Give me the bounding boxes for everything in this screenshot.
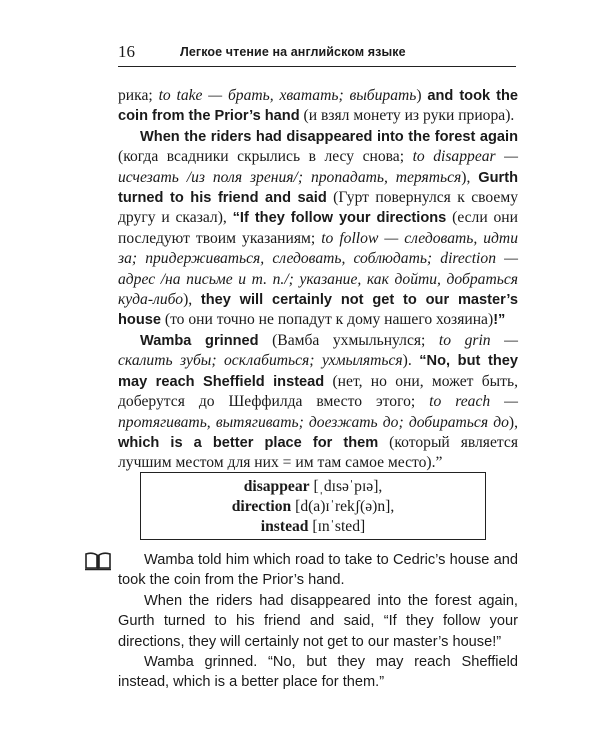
english-phrase: !” xyxy=(493,312,506,329)
vocab-gloss: to disappear — исчезать /из поля зрения/; пропадать, теряться xyxy=(118,148,518,186)
english-phrase: “No, but they may reach Sheffield instead xyxy=(118,353,518,390)
pronunciation-line xyxy=(141,517,485,537)
vocab-gloss: to grin — скалить зубы; осклабиться; ухмыляться xyxy=(118,331,518,370)
translation-text: ). xyxy=(402,352,420,370)
open-book-icon xyxy=(84,551,112,571)
english-phrase: “If they follow your directions xyxy=(232,210,447,227)
english-phrase: and took the coin from the Prior’s hand xyxy=(118,88,518,125)
translation-text: ), xyxy=(461,168,479,186)
annotated-text xyxy=(118,86,518,474)
pronunciation-box xyxy=(140,472,486,540)
pronunciation-line xyxy=(141,497,485,517)
translation-text: (когда всадники скрылись в лесу снова; xyxy=(118,148,413,166)
translation-text: (Вамба ухмыльнулся; xyxy=(258,331,439,349)
translation-text: ) xyxy=(416,87,428,104)
english-phrase: When the riders had disappeared into the forest again xyxy=(140,128,518,145)
english-phrase: Wamba grinned xyxy=(140,332,259,349)
vocab-word: instead xyxy=(260,518,309,535)
translation-text: ), xyxy=(183,291,201,309)
vocab-ipa: [d(a)ɪˈrekʃ(ə)n], xyxy=(295,498,395,515)
vocab-gloss: to reach — протягивать, вытягивать; доезжать до; добираться до xyxy=(118,393,519,431)
original-paragraph-2: When the riders had disappeared into the forest again, Gurth turned to his friend and said, “If they follow your directions, they will certainly not get to our master’s house!” xyxy=(118,592,518,650)
annotated-paragraph-2 xyxy=(118,127,518,331)
vocab-gloss: to take — брать, хватать; выбирать xyxy=(158,87,417,104)
vocab-ipa: [ɪnˈsted] xyxy=(312,518,366,535)
vocab-word: disappear xyxy=(243,478,310,495)
translation-text: (Гурт повернулся к своему другу и сказал), xyxy=(118,189,519,227)
english-phrase: which is a better place for them xyxy=(118,434,379,451)
original-paragraph-3: Wamba grinned. “No, but they may reach Sheffield instead, which is a better place for them.” xyxy=(118,654,518,691)
original-paragraph-1: Wamba told him which road to take to Cedric’s house and took the coin from the Prior’s hand. xyxy=(118,552,518,589)
translation-text: (и взял монету из руки приора). xyxy=(299,107,515,125)
original-text xyxy=(118,550,518,693)
translation-text: рика; xyxy=(118,87,159,104)
translation-text: (который является лучшим местом для них = им там самое место).” xyxy=(118,433,518,472)
translation-text: ), xyxy=(508,413,518,431)
vocab-ipa: [ˌdɪsəˈpɪə], xyxy=(313,478,383,495)
english-phrase: Gurth turned to his friend and said xyxy=(118,169,518,207)
translation-text: (если они последуют твоим указаниям; xyxy=(118,209,518,247)
annotated-paragraph-1 xyxy=(118,86,518,127)
page-number: 16 xyxy=(118,42,135,61)
translation-text: (нет, но они, может быть, доберутся до Шеффилда вместо этого; xyxy=(118,372,518,411)
pronunciation-line xyxy=(141,477,485,497)
running-title: Легкое чтение на английском языке xyxy=(180,45,406,59)
english-phrase: they will certainly not get to our master’s house xyxy=(118,292,518,329)
translation-text: (то они точно не попадут к дому нашего хозяина) xyxy=(160,311,494,329)
page-header xyxy=(118,42,516,67)
annotated-paragraph-3 xyxy=(118,331,518,474)
vocab-gloss: to follow — следовать, идти за; придерживаться, следовать, соблюдать; direction — адрес /на письме и т. п./; указание, как дойти, добраться куда-либо xyxy=(118,229,518,309)
vocab-word: direction xyxy=(231,498,292,515)
